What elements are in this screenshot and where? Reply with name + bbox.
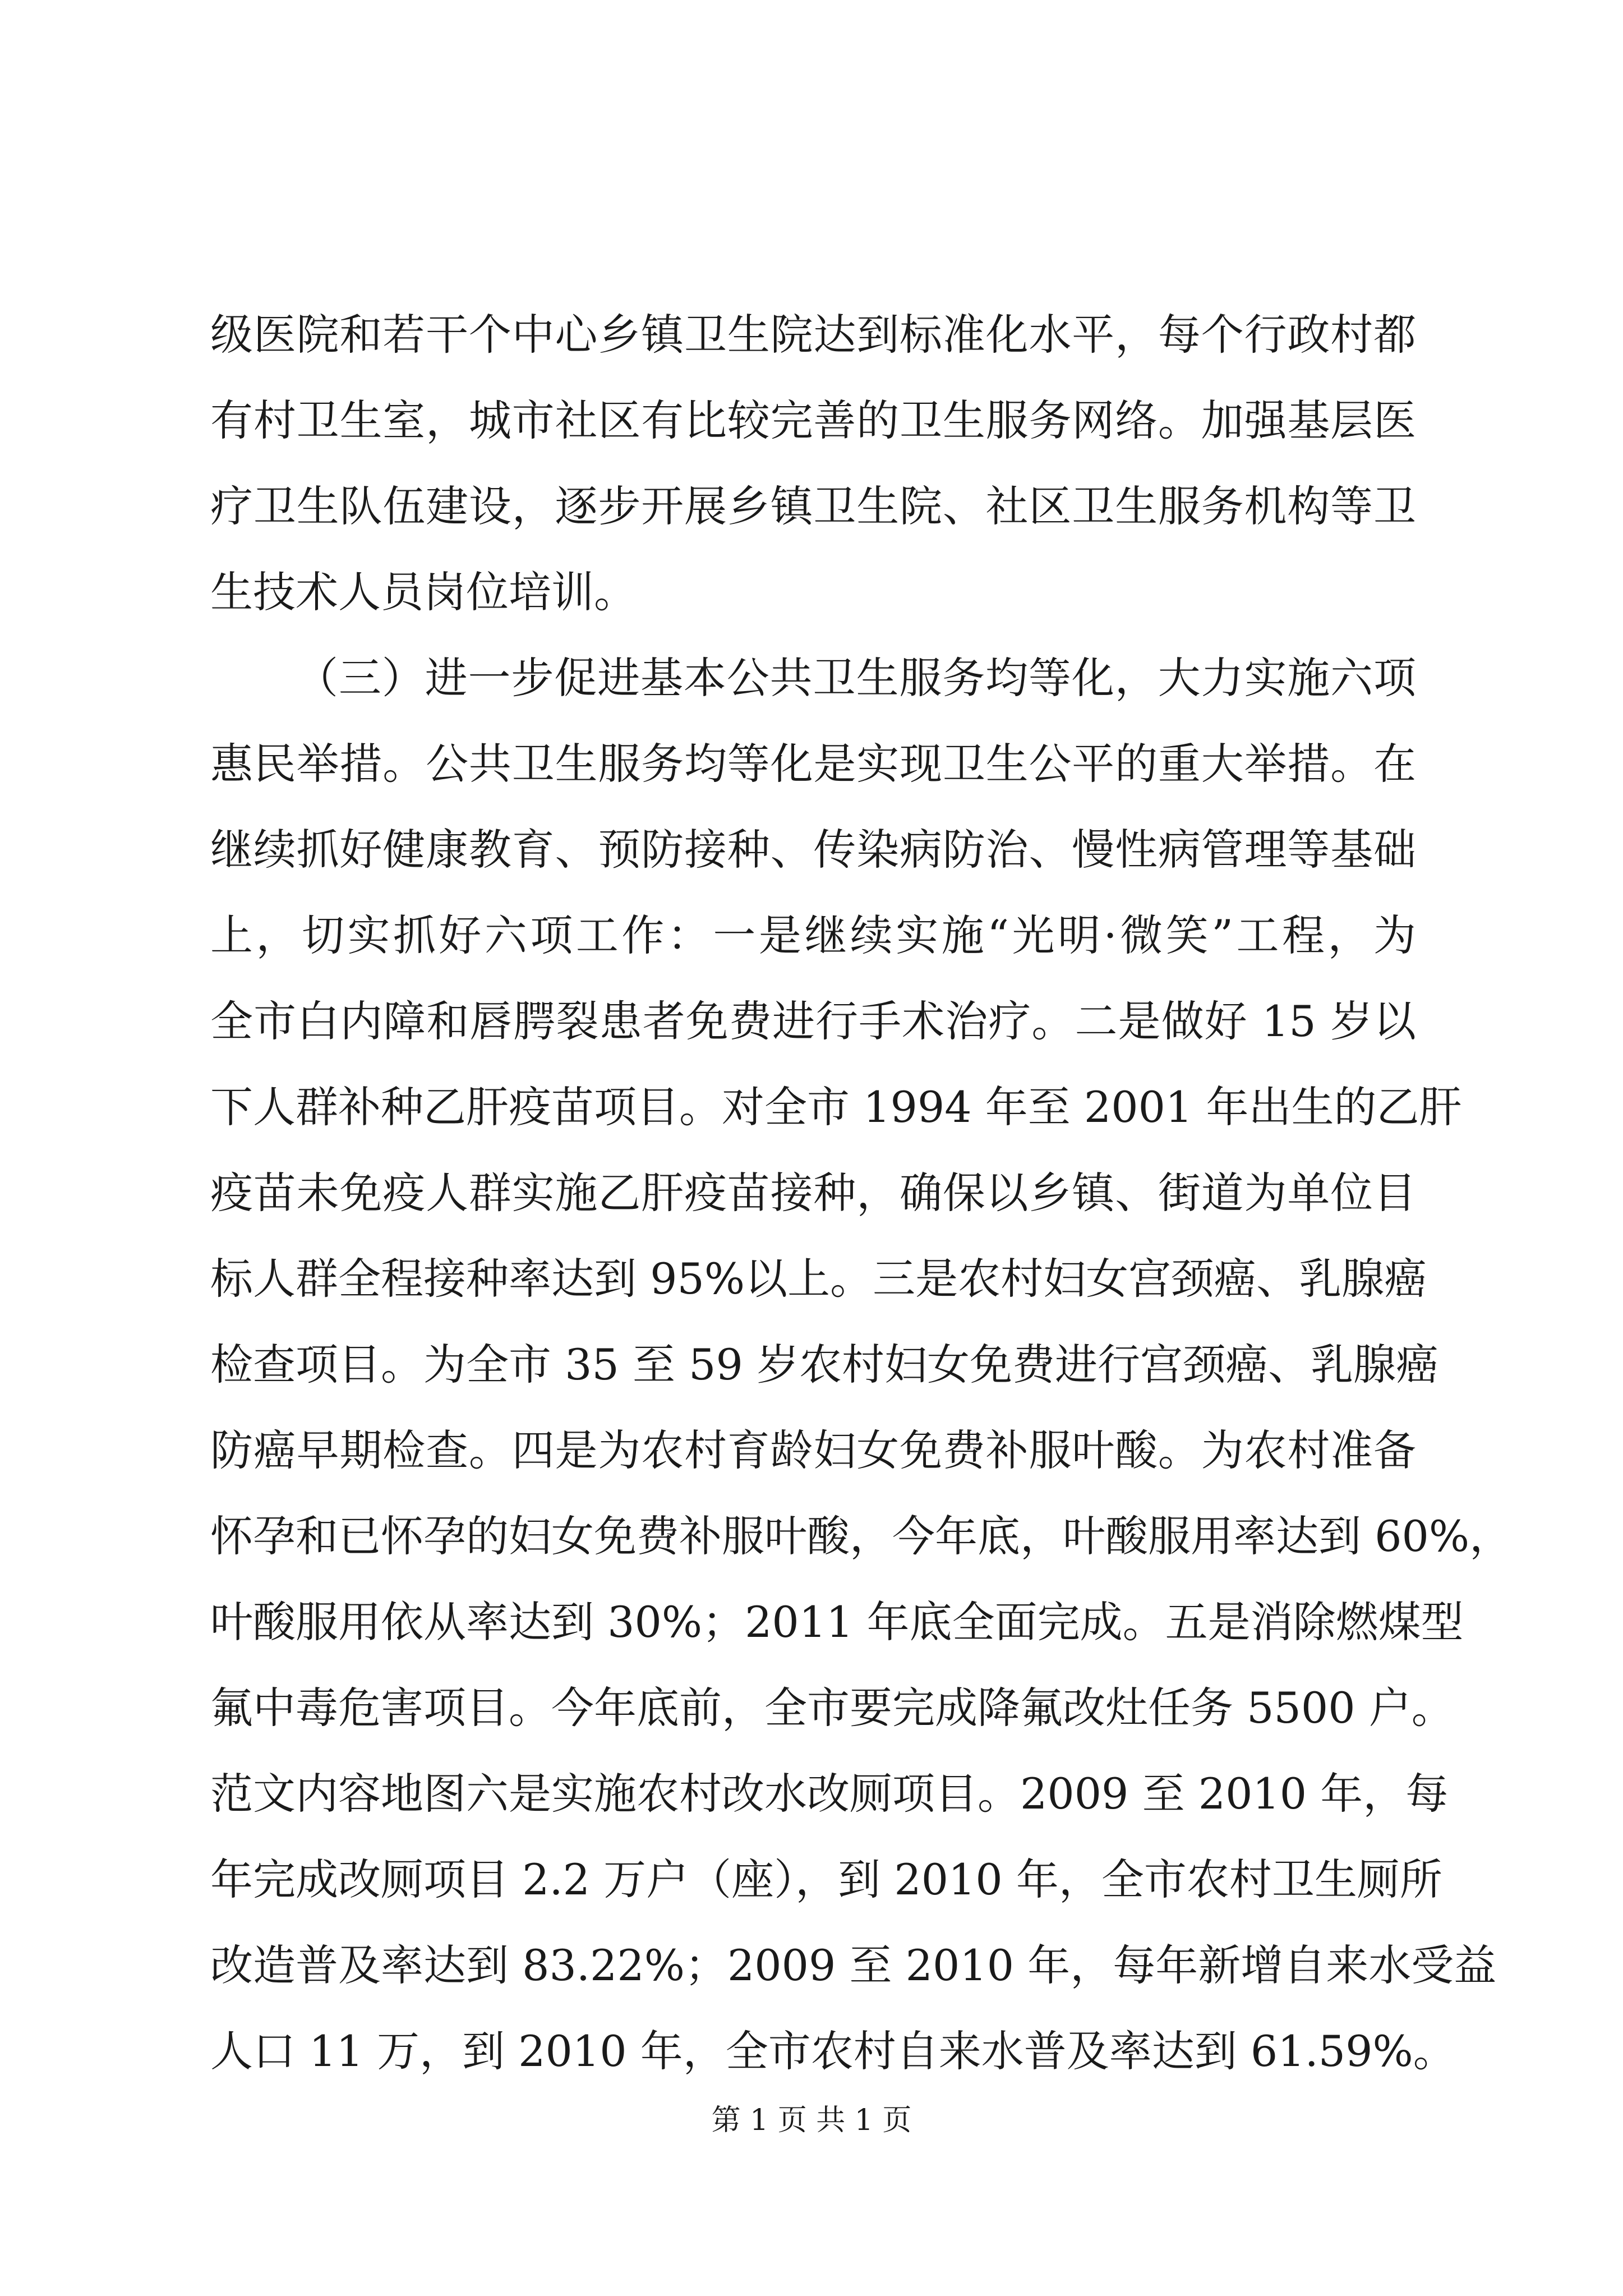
text-line: 标人群全程接种率达到 95%以上。三是农村妇女宫颈癌、乳腺癌: [210, 1254, 1427, 1304]
paragraph-2: [210, 635, 1513, 2094]
text-line: 叶酸服用依从率达到 30%；2011 年底全面完成。五是消除燃煤型: [210, 1597, 1464, 1647]
paragraph-1: [210, 292, 1416, 635]
text-line: 人口 11 万，到 2010 年，全市农村自来水普及率达到 61.59%。: [210, 2026, 1456, 2076]
text-line: 防癌早期检查。四是为农村育龄妇女免费补服叶酸。为农村准备: [210, 1425, 1416, 1475]
text-line: 怀孕和已怀孕的妇女免费补服叶酸，今年底，叶酸服用率达到 60%，: [210, 1511, 1513, 1561]
text-line: 年完成改厕项目 2.2 万户（座），到 2010 年，全市农村卫生厕所: [210, 1855, 1442, 1904]
text-line: 上，切实抓好六项工作：一是继续实施“光明·微笑”工程，为: [210, 910, 1416, 960]
text-line: 检查项目。为全市 35 至 59 岁农村妇女免费进行宫颈癌、乳腺癌: [210, 1340, 1439, 1389]
page-footer: [0, 2101, 1623, 2140]
document-body: [210, 292, 1513, 2094]
text-line: 疫苗未免疫人群实施乙肝疫苗接种，确保以乡镇、街道为单位目: [210, 1168, 1416, 1218]
text-line: 疗卫生队伍建设，逐步开展乡镇卫生院、社区卫生服务机构等卫: [210, 481, 1416, 531]
text-line: 范文内容地图六是实施农村改水改厕项目。2009 至 2010 年，每: [210, 1769, 1449, 1819]
text-line: 全市白内障和唇腭裂患者免费进行手术治疗。二是做好 15 岁以: [210, 996, 1416, 1046]
text-line: 生技术人员岗位培训。: [210, 567, 637, 617]
text-line: 有村卫生室，城市社区有比较完善的卫生服务网络。加强基层医: [210, 395, 1416, 445]
page-number-label: 第 1 页 共 1 页: [711, 2104, 912, 2137]
text-line: 继续抓好健康教育、预防接种、传染病防治、慢性病管理等基础: [210, 825, 1416, 875]
text-line: 惠民举措。公共卫生服务均等化是实现卫生公平的重大举措。在: [210, 739, 1416, 789]
text-line: 改造普及率达到 83.22%；2009 至 2010 年，每年新增自来水受益: [210, 1940, 1497, 1990]
text-line: 下人群补种乙肝疫苗项目。对全市 1994 年至 2001 年出生的乙肝: [210, 1082, 1462, 1132]
text-line: （三）进一步促进基本公共卫生服务均等化，大力实施六项: [296, 653, 1416, 703]
text-line: 氟中毒危害项目。今年底前，全市要完成降氟改灶任务 5500 户。: [210, 1683, 1454, 1733]
text-line: 级医院和若干个中心乡镇卫生院达到标准化水平，每个行政村都: [210, 310, 1416, 360]
